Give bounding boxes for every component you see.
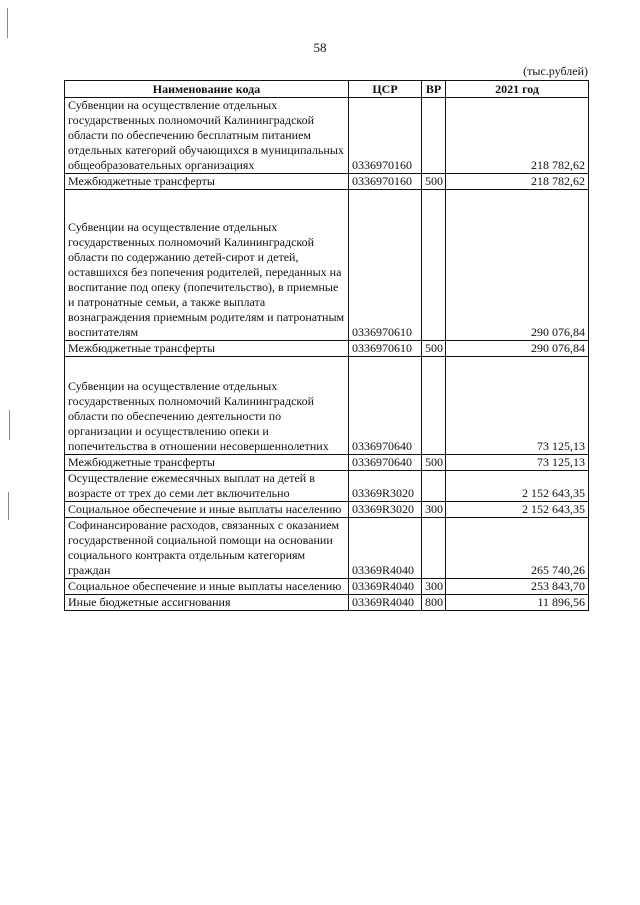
row-csr: 0336970610: [349, 190, 422, 341]
row-name: Межбюджетные трансферты: [65, 455, 349, 471]
row-csr: 0336970160: [349, 98, 422, 174]
row-csr: 0336970640: [349, 455, 422, 471]
row-csr: 0336970160: [349, 174, 422, 190]
row-name-cell: [65, 190, 349, 341]
row-amount: 218 782,62: [446, 174, 589, 190]
row-name: Субвенции на осуществление отдельных государственных полномочий Калининградской области по обеспечению бесплатным питанием отдельных категорий обучающихся в муниципальных общеобразовательных организациях: [65, 98, 349, 174]
row-vr: [422, 357, 446, 455]
table-row: [65, 518, 589, 579]
table-header-row: [65, 81, 589, 98]
row-vr: 300: [422, 579, 446, 595]
row-vr: 500: [422, 174, 446, 190]
row-csr: 03369R4040: [349, 518, 422, 579]
header-year: 2021 год: [446, 81, 589, 98]
row-csr: 03369R3020: [349, 471, 422, 502]
row-vr: [422, 98, 446, 174]
row-vr: 500: [422, 455, 446, 471]
row-vr: [422, 518, 446, 579]
row-csr: 03369R4040: [349, 595, 422, 611]
table-row: [65, 98, 589, 174]
row-csr: 03369R4040: [349, 579, 422, 595]
row-amount: 2 152 643,35: [446, 502, 589, 518]
row-amount: 253 843,70: [446, 579, 589, 595]
row-name: Осуществление ежемесячных выплат на детей в возрасте от трех до семи лет включительно: [65, 471, 349, 502]
units-label: (тыс.рублей): [523, 64, 588, 78]
margin-mark: [7, 8, 8, 38]
row-amount: 2 152 643,35: [446, 471, 589, 502]
table-row: [65, 455, 589, 471]
row-amount: 290 076,84: [446, 190, 589, 341]
row-vr: [422, 471, 446, 502]
budget-table: [64, 80, 589, 611]
row-name: Межбюджетные трансферты: [65, 174, 349, 190]
row-amount: 265 740,26: [446, 518, 589, 579]
header-vr: ВР: [422, 81, 446, 98]
margin-mark: [8, 492, 9, 520]
table-row: [65, 341, 589, 357]
header-csr: ЦСР: [349, 81, 422, 98]
row-name: Софинансирование расходов, связанных с оказанием государственной социальной помощи на основании социального контракта отдельным категориям граждан: [65, 518, 349, 579]
table-row: [65, 595, 589, 611]
row-amount: 73 125,13: [446, 455, 589, 471]
table-row: [65, 357, 589, 455]
table-row: [65, 579, 589, 595]
table-row: [65, 502, 589, 518]
row-name-cell: [65, 357, 349, 455]
row-amount: 73 125,13: [446, 357, 589, 455]
row-name: Межбюджетные трансферты: [65, 341, 349, 357]
page-number: 58: [313, 40, 327, 55]
row-name: Социальное обеспечение и иные выплаты населению: [65, 579, 349, 595]
row-csr: 03369R3020: [349, 502, 422, 518]
row-vr: 800: [422, 595, 446, 611]
row-name: Социальное обеспечение и иные выплаты населению: [65, 502, 349, 518]
table-row: [65, 471, 589, 502]
row-name: Субвенции на осуществление отдельных государственных полномочий Калининградской области по содержанию детей-сирот и детей, оставшихся без попечения родителей, переданных на воспитание под опеку (попечительство), в приемные и патронатные семьи, а также выплата вознаграждения приемным родителям и патронатным воспитателям: [68, 220, 345, 339]
row-vr: 500: [422, 341, 446, 357]
row-amount: 11 896,56: [446, 595, 589, 611]
table-row: [65, 190, 589, 341]
row-csr: 0336970640: [349, 357, 422, 455]
header-name: Наименование кода: [65, 81, 349, 98]
row-csr: 0336970610: [349, 341, 422, 357]
row-amount: 290 076,84: [446, 341, 589, 357]
row-vr: [422, 190, 446, 341]
table-row: [65, 174, 589, 190]
row-name: Иные бюджетные ассигнования: [65, 595, 349, 611]
row-amount: 218 782,62: [446, 98, 589, 174]
row-name: Субвенции на осуществление отдельных государственных полномочий Калининградской области по обеспечению деятельности по организации и осуществлению опеки и попечительства в отношении несовершеннолетних: [68, 379, 329, 453]
margin-mark: [9, 410, 10, 440]
row-vr: 300: [422, 502, 446, 518]
